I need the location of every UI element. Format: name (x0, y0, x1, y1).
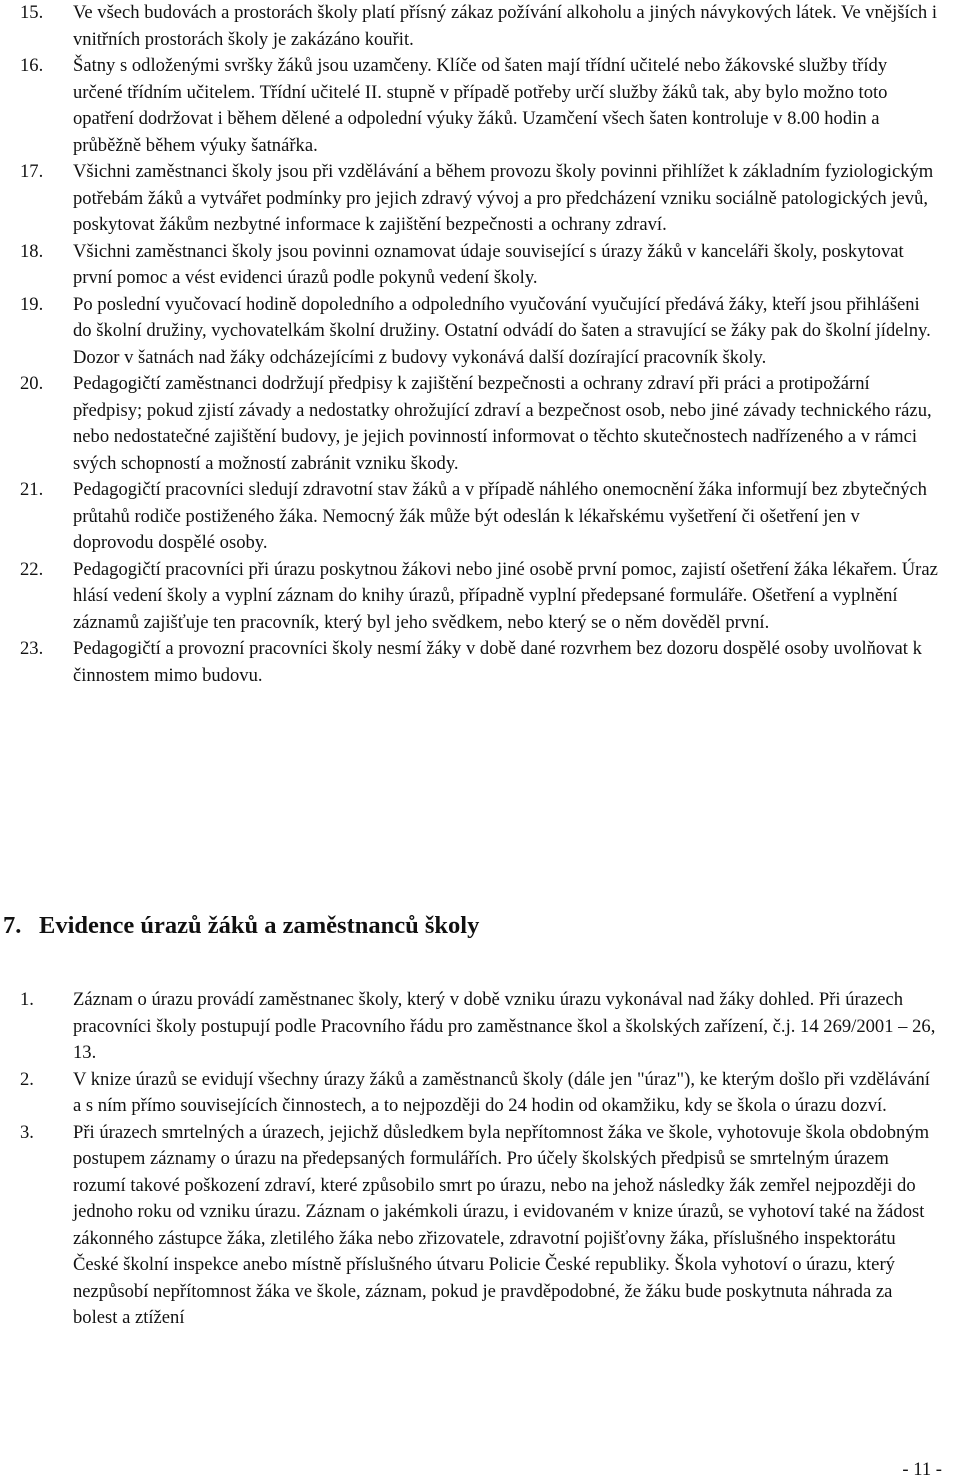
list-item (20, 53, 938, 159)
list-item (20, 292, 938, 372)
section-list (20, 987, 938, 1332)
item-text: Pedagogičtí a provozní pracovníci školy nesmí žáky v době dané rozvrhem bez dozoru dospělé osoby uvolňovat k činnostem mimo budovu. (73, 638, 922, 686)
list-item (20, 0, 938, 53)
item-number: 16. (20, 55, 44, 76)
item-text: Ve všech budovách a prostorách školy platí přísný zákaz požívání alkoholu a jiných návykových látek. Ve vnějších i vnitřních prostorách školy je zakázáno kouřit. (73, 2, 938, 50)
item-number: 19. (20, 293, 44, 315)
section-heading (3, 908, 479, 944)
item-text: Pedagogičtí pracovníci při úrazu poskytnou žákovi nebo jiné osobě první pomoc, zajistí ošetření žáka lékařem. Úraz hlásí vedení školy a vyplní záznam do knihy úrazů, případně vyplní předepsané formuláře. Ošetření a vyplnění záznamů zajišťuje ten pracovník, který byl jeho svědkem, nebo který se o něm dověděl první. (73, 558, 938, 633)
item-text: Šatny s odloženými svršky žáků jsou uzamčeny. Klíče od šaten mají třídní učitelé nebo žákovské služby třídy určené třídním učitelem. Třídní učitelé II. stupně v případě potřeby určí služby žáků tak, aby bylo možno toto opatření dodržovat i během dělené a odpolední výuky žáků. Uzamčení všech šaten kontroluje v 8.00 hodin a průběžně během výuky šatnářka. (73, 55, 888, 156)
item-number: 20. (20, 373, 44, 394)
item-text: Pedagogičtí pracovníci sledují zdravotní stav žáků a v případě náhlého onemocnění žáka informují bez zbytečných průtahů rodiče postiženého žáka. Nemocný žák může být odeslán k lékařskému vyšetření či ošetření jen v doprovodu dospělé osoby. (73, 479, 927, 553)
list-item (20, 159, 938, 239)
list-item (20, 1120, 938, 1332)
item-text: Po poslední vyučovací hodině dopoledního a odpoledního vyučování vyučující předává žáky, kteří jsou přihlášeni do školní družiny, vychovatelkám školní družiny. Ostatní odvádí do šaten a stravující se žáky pak do školní jídelny. Dozor v šatnách nad žáky odcházejícími z budovy vykonává další dozírající pracovník školy. (73, 293, 931, 368)
list-item (20, 371, 938, 477)
item-number: 3. (20, 1121, 34, 1143)
list-item (20, 477, 938, 557)
item-number: 22. (20, 558, 44, 580)
section-title: Evidence úrazů žáků a zaměstnanců školy (39, 912, 480, 939)
item-number: 17. (20, 161, 44, 182)
page-number: - 11 - (902, 1459, 942, 1480)
list-item (20, 239, 938, 292)
item-text: Záznam o úrazu provádí zaměstnanec školy, který v době vzniku úrazu vykonával nad žáky dohled. Při úrazech pracovníci školy postupují podle Pracovního řádu pro zaměstnance škol a školských zařízení, č.j. 14 269/2001 – 26, 13. (73, 989, 936, 1063)
item-text: V knize úrazů se evidují všechny úrazy žáků a zaměstnanců školy (dále jen "úraz"), ke kterým došlo při vzdělávání a s ním přímo souvisejících činnostech, a to nejpozději do 24 hodin od okamžiku, kdy se škola o úrazu dozví. (73, 1068, 930, 1116)
item-number: 2. (20, 1068, 34, 1090)
list-item (20, 636, 938, 689)
item-number: 1. (20, 989, 34, 1010)
item-text: Všichni zaměstnanci školy jsou povinni oznamovat údaje související s úrazy žáků v kanceláři školy, poskytovat první pomoc a vést evidenci úrazů podle pokynů vedení školy. (73, 240, 904, 288)
item-text: Všichni zaměstnanci školy jsou při vzdělávání a během provozu školy povinni přihlížet k základním fyziologickým potřebám žáků a vytvářet podmínky pro jejich zdravý vývoj a pro předcházení vzniku sociálně patologických jevů, poskytovat žákům nezbytné informace k zajištění bezpečnosti a ochrany zdraví. (73, 161, 934, 235)
list-item (20, 987, 938, 1067)
section-number: 7. (3, 912, 22, 939)
item-text: Při úrazech smrtelných a úrazech, jejichž důsledkem byla nepřítomnost žáka ve škole, vyhotovuje škola obdobným postupem záznamy o úrazu na předepsaných formulářích. Pro účely školských předpisů se smrtelným úrazem rozumí takové poškození zdraví, které způsobilo smrt po úrazu, nebo na jehož následky žák zemřel nejpozději do jednoho roku od vzniku úrazu. Záznam o jakémkoli úrazu, i evidovaném v knize úrazů, se vyhotoví také na žádost zákonného zástupce žáka, zletilého žáka nebo zřizovatele, zdravotní pojišťovny žáka, příslušného inspektorátu České školní inspekce anebo místně příslušného útvaru Policie České republiky. Škola vyhotoví o úrazu, který nezpůsobí nepřítomnost žáka ve škole, záznam, pokud je pravděpodobné, že žáku bude poskytnuta náhrada za bolest a ztížení (73, 1121, 930, 1328)
rules-list (20, 0, 938, 689)
item-number: 15. (20, 2, 44, 23)
list-item (20, 1067, 938, 1120)
item-text: Pedagogičtí zaměstnanci dodržují předpisy k zajištění bezpečnosti a ochrany zdraví při práci a protipožární předpisy; pokud zjistí závady a nedostatky ohrožující zdraví a bezpečnost osob, nebo jiné závady technického rázu, nebo nedostatečné zajištění budovy, je jejich povinností informovat o těchto skutečnostech nadřízeného a v rámci svých schopností a možností zabránit vzniku škody. (73, 373, 932, 474)
item-number: 21. (20, 479, 44, 500)
item-number: 18. (20, 240, 44, 262)
list-item (20, 557, 938, 637)
item-number: 23. (20, 638, 44, 659)
